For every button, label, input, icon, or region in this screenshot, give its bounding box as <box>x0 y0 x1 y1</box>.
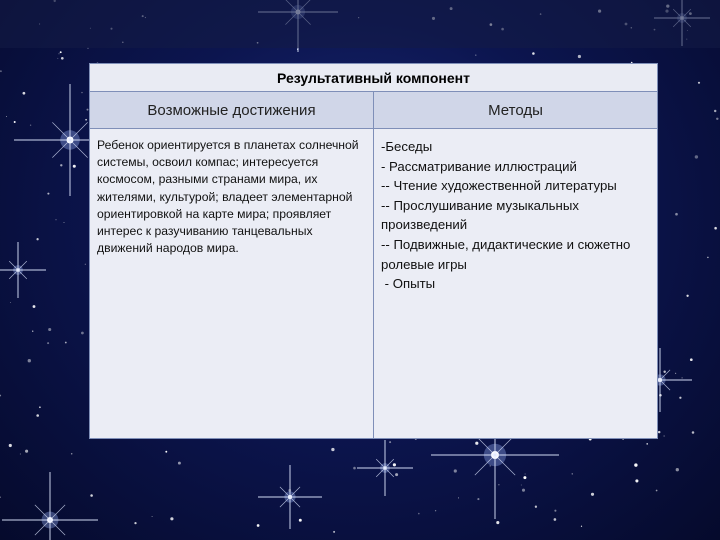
star <box>554 518 557 521</box>
star <box>656 490 658 492</box>
star <box>36 238 38 240</box>
star <box>14 121 16 123</box>
table-header-row <box>90 92 658 129</box>
star <box>65 342 67 344</box>
method-item: -- Прослушивание музыкальных произведений <box>381 197 583 233</box>
star <box>389 441 391 443</box>
star <box>85 264 86 265</box>
star <box>692 431 695 434</box>
star <box>9 444 12 447</box>
star <box>36 414 39 417</box>
table-body-row <box>90 129 658 439</box>
star <box>299 519 302 522</box>
star <box>496 521 499 524</box>
star <box>535 506 537 508</box>
star <box>679 397 681 399</box>
star <box>635 479 638 482</box>
star <box>707 257 709 259</box>
star <box>10 302 11 303</box>
star <box>663 371 665 373</box>
star <box>0 395 1 397</box>
star <box>477 498 479 500</box>
top-band <box>0 0 720 48</box>
star <box>25 450 28 453</box>
star <box>523 476 526 479</box>
star <box>20 453 21 454</box>
method-item: - Опыты <box>381 276 436 292</box>
star <box>170 517 173 520</box>
star <box>591 493 594 496</box>
star <box>695 155 698 158</box>
star <box>165 451 167 453</box>
star <box>532 52 535 55</box>
star <box>134 522 136 524</box>
star <box>23 92 26 95</box>
method-item: -Беседы <box>381 139 433 154</box>
star <box>525 474 526 475</box>
star <box>81 92 82 93</box>
star <box>48 328 51 331</box>
star <box>522 489 525 492</box>
star <box>0 70 2 72</box>
star <box>716 118 718 120</box>
table-title-row <box>90 64 658 92</box>
star <box>393 463 396 466</box>
star <box>257 524 260 527</box>
star <box>475 54 476 55</box>
achievements-cell <box>90 129 374 439</box>
method-item: -- Подвижные, дидактические и сюжетно ролевые игры <box>381 236 635 272</box>
star <box>578 55 581 58</box>
star <box>458 497 459 498</box>
star <box>554 510 556 512</box>
star <box>33 305 36 308</box>
star <box>435 510 436 511</box>
bright-star <box>0 242 46 298</box>
star <box>658 431 660 433</box>
method-item: -- Чтение художественной литературы <box>381 178 617 194</box>
star <box>47 342 49 344</box>
header-achievements: Возможные достижения <box>90 92 374 129</box>
star <box>333 531 335 533</box>
star <box>28 359 31 362</box>
star <box>0 496 1 498</box>
star <box>681 377 682 378</box>
star <box>521 485 522 486</box>
bright-star <box>2 472 98 540</box>
star <box>690 358 693 361</box>
star <box>498 484 499 485</box>
method-item: - Рассматривание иллюстраций <box>381 158 577 174</box>
bright-star <box>357 440 413 496</box>
star <box>32 331 33 332</box>
achievements-text: Ребенок ориентируется в планетах солнечной системы, освоил компас; интересуется космосом, разными странами мира, их жителями, культурой; владеет элементарной ориентировкой на карте мира; проявляет интерес к разучиванию танцевальных движений народов мира. <box>97 138 359 256</box>
star <box>675 213 678 216</box>
star <box>71 453 73 455</box>
methods-cell <box>374 129 658 439</box>
star <box>454 469 457 472</box>
star <box>572 473 573 474</box>
star <box>152 516 153 517</box>
star <box>57 58 58 59</box>
star <box>85 119 87 121</box>
star <box>490 465 491 466</box>
star <box>30 125 31 126</box>
star <box>675 373 676 374</box>
star <box>698 82 700 84</box>
results-table <box>89 63 658 439</box>
methods-list <box>374 129 657 294</box>
star <box>55 219 56 220</box>
star <box>714 227 717 230</box>
star <box>676 468 679 471</box>
star <box>61 57 64 60</box>
star <box>664 435 665 436</box>
star <box>353 467 356 470</box>
star <box>714 110 716 112</box>
star <box>646 443 648 445</box>
table-title: Результативный компонент <box>90 64 658 92</box>
star <box>90 494 93 497</box>
star <box>73 165 76 168</box>
star <box>331 448 334 451</box>
star <box>418 513 420 515</box>
star <box>60 51 62 53</box>
star <box>475 442 478 445</box>
star <box>395 473 398 476</box>
star <box>6 116 7 117</box>
star <box>686 295 688 297</box>
star <box>64 222 65 223</box>
star <box>59 53 60 54</box>
star <box>178 462 181 465</box>
star <box>581 526 582 527</box>
star <box>60 164 62 166</box>
star <box>39 406 41 408</box>
bright-star <box>258 465 322 529</box>
star <box>634 463 637 466</box>
star <box>81 332 84 335</box>
star <box>47 193 49 195</box>
header-methods: Методы <box>374 92 658 129</box>
